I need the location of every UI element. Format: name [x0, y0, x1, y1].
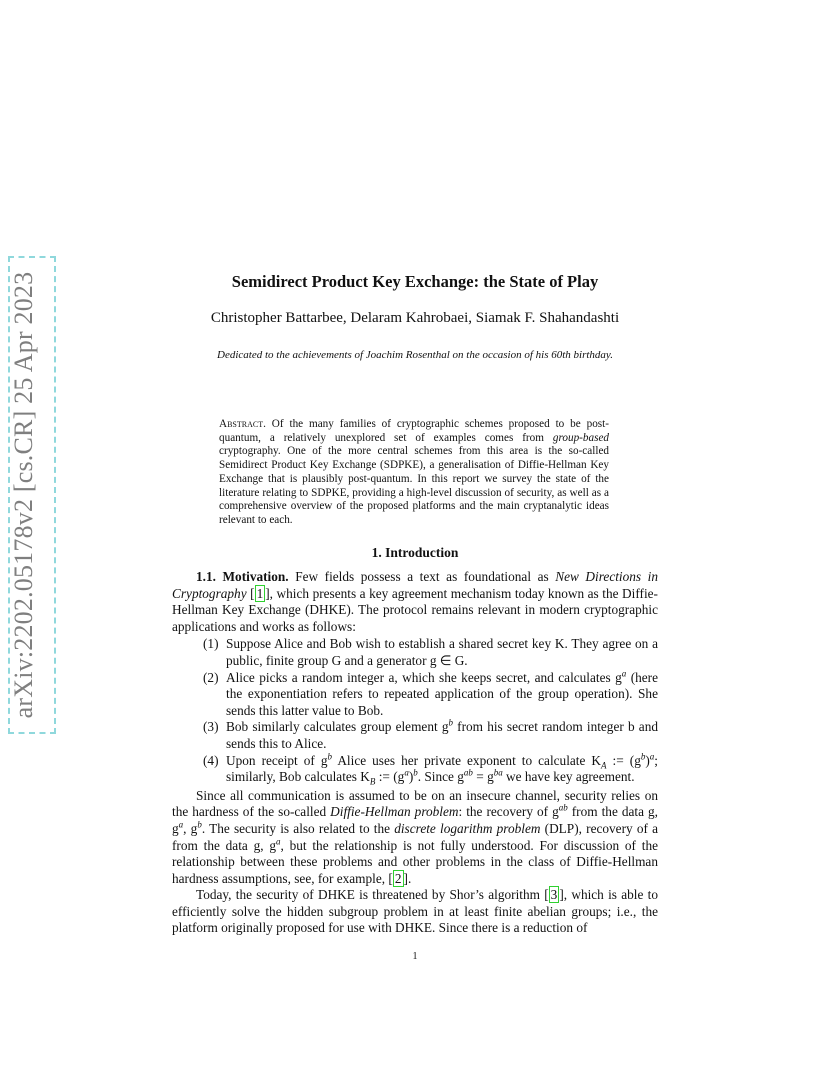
- list-item: [172, 719, 658, 752]
- subsection-heading: 1.1. Motivation.: [196, 569, 289, 584]
- shor-text-2: , which is able to efficiently solve the hidden subgroup problem in at least finite abelian groups; i.e., the platform originally proposed for use with DHKE. Since there is a reduction of: [172, 887, 658, 936]
- list-item: [172, 636, 658, 669]
- step-text: Alice picks a random integer a, which she keeps secret, and calculates $g^a$ (here the exponentiation refers to repeated application of the group operation). She sends this latter value to Bob.: [226, 668, 659, 718]
- step-text: Bob similarly calculates group element $g^b$ from his secret random integer b and sends this to Alice.: [226, 717, 658, 751]
- body-text: [172, 569, 658, 937]
- shor-paragraph: Today, the security of DHKE is threatened by Shor’s algorithm [ 3 ], which is able to efficiently solve the hidden subgroup problem in at least finite abelian groups; i.e., the platform originally proposed for use with DHKE. Since there is a reduction of: [172, 887, 658, 936]
- abstract-emphasis: group-based: [552, 431, 609, 444]
- abstract: [219, 418, 609, 528]
- emphasis-dh-problem: Diffie-Hellman problem: [330, 804, 459, 820]
- step-number: (1): [203, 636, 219, 652]
- security-text-1: Since all communication is assumed to be on an insecure channel, security relies on the hardness of the so-called: [172, 787, 658, 820]
- paper-authors: Christopher Battarbee, Delaram Kahrobaei, Siamak F. Shahandashti: [210, 310, 620, 326]
- motivation-text-1: Few fields possess a text as foundational as: [288, 569, 556, 584]
- section-heading: 1. Introduction: [371, 545, 459, 560]
- step-number: (3): [203, 719, 219, 735]
- security-text-4: .: [407, 870, 412, 886]
- abstract-label: Abstract.: [219, 418, 266, 430]
- step-number: (2): [203, 669, 219, 685]
- step-text: Suppose Alice and Bob wish to establish a shared secret key K. They agree on a public, finite group G and a generator g ∈ G.: [226, 636, 658, 668]
- paper-title: Semidirect Product Key Exchange: the State of Play: [231, 272, 599, 291]
- emphasis-dlp: discrete logarithm problem: [394, 820, 541, 836]
- security-text-3: (DLP), recovery of a from the data g, $g^a$, but the relationship is not fully understood. For discussion of the relationship between these problems and other problems in the class of Diffie-Hellman hardness assumptions, see, for example,: [172, 820, 658, 886]
- dedication: Dedicated to the achievements of Joachim Rosenthal on the occasion of his 60th birthday.: [217, 349, 613, 361]
- list-item: [172, 670, 658, 720]
- list-item: [172, 753, 658, 786]
- step-number: (4): [203, 752, 219, 768]
- abstract-text-1: Of the many families of cryptographic schemes proposed to be post-quantum, a relatively unexplored set of examples comes from: [219, 418, 609, 444]
- arxiv-stamp[interactable]: arXiv:2202.05178v2 [cs.CR] 25 Apr 2023: [9, 271, 38, 719]
- shor-text-1: Today, the security of DHKE is threatened by Shor’s algorithm: [196, 887, 545, 903]
- security-paragraph: Since all communication is assumed to be on an insecure channel, security relies on the hardness of the so-called Diffie-Hellman problem: the recovery of $g^{ab}$ from the data g, $g^a$, $g^b$. The security is also related to the discrete logarithm problem (DLP), recovery of a from the data g, $g^a$, but the relationship is not fully understood. For discussion of the relationship between these problems and other problems in the class of Diffie-Hellman hardness assumptions, see, for example, [ 2 ].: [172, 787, 658, 886]
- step-text: Upon receipt of $g^b$ Alice uses her private exponent to calculate $K_A$ := $(g^b)^a$; similarly, Bob calculates $K_B$ := $(g^a)^b$. Since $g^{ab} = g^{ba}$ we have key agreement.: [226, 751, 658, 787]
- citation-link[interactable]: 2: [394, 870, 402, 886]
- book-title: New Directions in Cryptography: [172, 569, 658, 601]
- page-number: 1: [412, 951, 418, 962]
- protocol-steps: [172, 636, 658, 785]
- security-text-2: : the recovery of $g^{ab}$ from the data g, $g^a$, $g^b$. The security is also related to the: [172, 802, 658, 836]
- citation-link[interactable]: 3: [550, 887, 558, 903]
- abstract-text-2: cryptography. One of the more central schemes from this area is the so-called Semidirect Product Key Exchange (SDPKE), a generalisation of Diffie-Hellman Key Exchange that is plausibly post-quantum. In this report we survey the state of the literature relating to SDPKE, providing a high-level discussion of security, as well as a comprehensive overview of the proposed platforms and the main cryptanalytic ideas relevant to each.: [219, 445, 609, 526]
- motivation-paragraph: 1.1. Motivation. Few fields possess a text as foundational as New Directions in Cryptography [ 1 ], which presents a key agreement mechanism today known as the Diffie-Hellman Key Exchange (DHKE). The protocol remains relevant in modern cryptographic applications and works as follows:: [172, 569, 658, 634]
- motivation-text-2: , which presents a key agreement mechanism today known as the Diffie-Hellman Key Exchange (DHKE). The protocol remains relevant in modern cryptographic applications and works as follows:: [172, 585, 658, 634]
- citation-link[interactable]: 1: [256, 585, 264, 601]
